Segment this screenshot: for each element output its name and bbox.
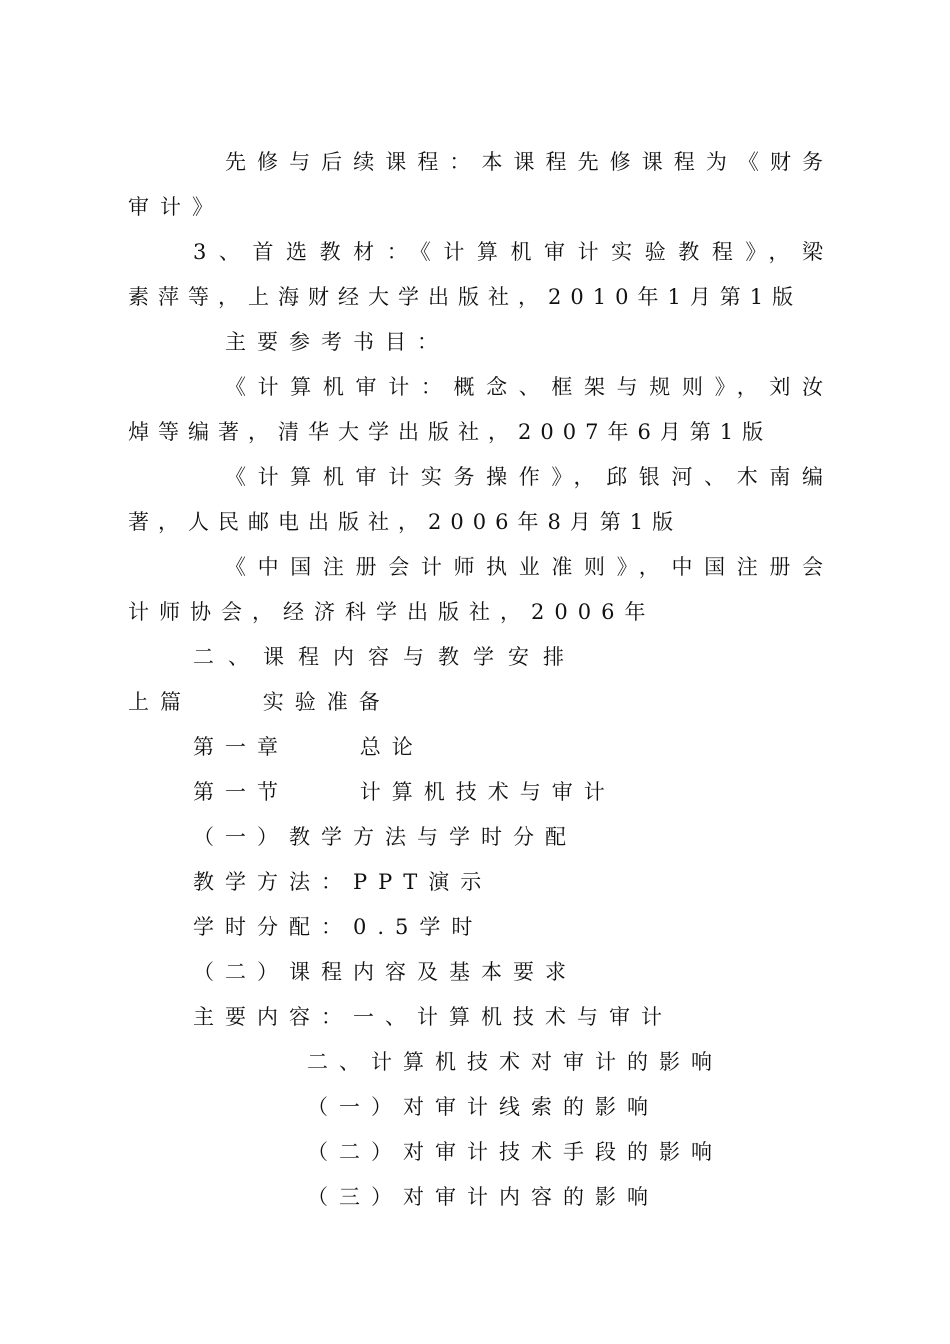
reference-2-line-2: 著，人民邮电出版社，2006年8月第1版 (128, 510, 683, 534)
textbook-line-1: 3、首选教材：《计算机审计实验教程》，梁 (193, 240, 823, 264)
teaching-method-line: 教学方法：PPT演示 (193, 870, 493, 894)
hours-line: 学时分配：0.5学时 (193, 915, 484, 939)
reference-heading: 主要参考书目： (225, 330, 449, 354)
reference-3-line-1: 《中国注册会计师执业准则》，中国注册会 (225, 555, 823, 579)
reference-2-line-1: 《计算机审计实务操作》，邱银河、木南编 (225, 465, 823, 489)
content-item-2: 二、计算机技术对审计的影响 (307, 1050, 723, 1074)
subsection-teaching-method: （一）教学方法与学时分配 (193, 825, 577, 849)
content-subitem-1: （一）对审计线索的影响 (307, 1095, 659, 1119)
content-subitem-3: （三）对审计内容的影响 (307, 1185, 659, 1209)
section-heading: 第一节 计算机技术与审计 (193, 780, 616, 804)
content-subitem-2: （二）对审计技术手段的影响 (307, 1140, 723, 1164)
reference-3-line-2: 计师协会，经济科学出版社，2006年 (128, 600, 656, 624)
part-heading: 上篇 实验准备 (128, 690, 391, 714)
prerequisite-line-2: 审计》 (128, 195, 224, 219)
textbook-line-2: 素萍等，上海财经大学出版社，2010年1月第1版 (128, 285, 803, 309)
section-heading-course-content: 二、课程内容与教学安排 (193, 645, 578, 669)
prerequisite-line-1: 先修与后续课程：本课程先修课程为《财务 (225, 150, 823, 174)
reference-1-line-2: 焯等编著，清华大学出版社，2007年6月第1版 (128, 420, 773, 444)
reference-1-line-1: 《计算机审计：概念、框架与规则》，刘汝 (225, 375, 823, 399)
main-content-line: 主要内容：一、计算机技术与审计 (193, 1005, 673, 1029)
subsection-course-content: （二）课程内容及基本要求 (193, 960, 577, 984)
chapter-heading: 第一章 总论 (193, 735, 424, 759)
